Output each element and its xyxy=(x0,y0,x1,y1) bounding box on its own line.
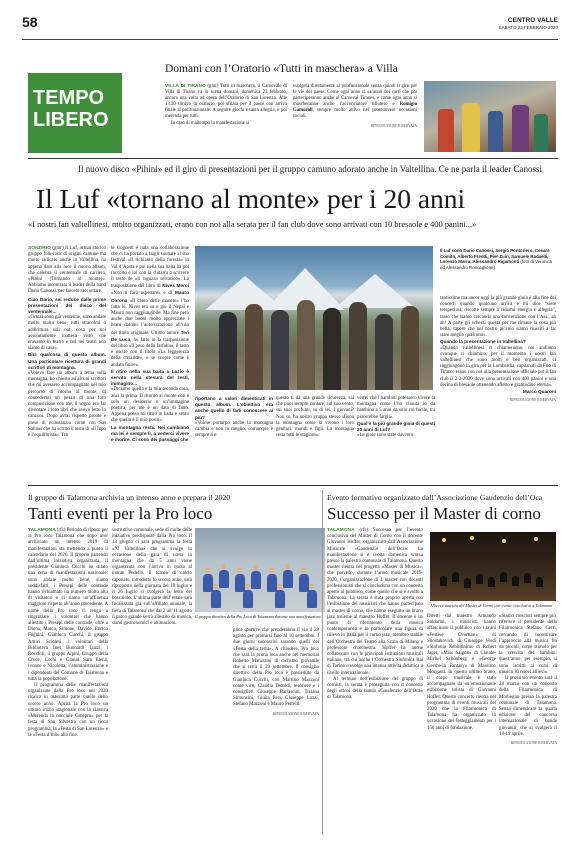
corno-col-2: Diretti dal maestro Armando Saldarini, i musicisti hanno affascinato il pubblico con i brani «Festive Overture» di Shostakovich, di Giuseppe Verdi «Sinfonia Nebbitinimo di Robert Jager, «Miss Saigon» di Claude-Michel Schönberg e «George Gershwin Fantasy» di Massimo Morganti. In questo ultimo brano, il corpo musicale è stato accompagnato da un’emozionante esibizione solista di Giovanni Hoffer. Questo concerto rientra nel programma di eventi musicali del 2020 che la Filarmonica di Talamona ha organizzato in occasione dei festeggiamenti per i 150 anni di fondazione. xyxy=(427,614,496,731)
page-number: 58 xyxy=(22,14,38,30)
section-divider xyxy=(28,158,558,159)
interview-question: Dici qualcosa di questo album. Una particolare ricettura di grandi scrittori di montagna. xyxy=(28,352,106,370)
rubric-line-1: TEMPO xyxy=(33,87,105,109)
article-location: TALAMONA xyxy=(28,528,56,533)
luf-kicker: Il nuovo disco «Pihini» ed il giro di presentazioni per il gruppo camuno adorato anche in Valtellina. Ce ne parla il leader Canossi xyxy=(78,164,542,174)
rubric-line-2: LIBERO xyxy=(33,109,109,131)
luf-subhead: «I nostri fan valtellinesi, molto organizzati, erano con noi alla serata per il fan club dove sono arrivati con 10 bresaole e 400 panini...» xyxy=(28,220,477,229)
interview-question: Il ritiro nella sua baita a Lozio è servito nella stesura del testi, immagino... xyxy=(111,368,189,387)
column-divider xyxy=(322,490,323,835)
byline: RIPRODUZIONE RISERVATA xyxy=(510,741,557,746)
byline: RIPRODUZIONE RISERVATA xyxy=(272,711,319,716)
luf-col-5: verrei che i bambini potessero vivere la montagna come l’ho vissuta io da bambino a 5 anni da solo col fucile, mi piacerebbe fargli». Qual’è la più grande gioia di questi 20 anni di Luf? «Le gioie sono state davvero xyxy=(357,396,435,439)
luf-col-6: tantissime ma ancor oggi la più grande gioia è alla fine dei concerti quando qualcuno arriva e mi dice “siete tesspeciusi, riscotte sempre a ridarmi energia e allegria”, tanto che siamo cercando una convenzione con l’Ass., ah ah! A parte gli scherzi questa per me rimane la cosa più bella, sapere che nel nostro piccolo siamo riusciti a far stare meglio qualcuno». Quando la presentazione in Valtellina? «Quando valtellinesi ci chiameranno, noi andiamo ovunque ci chiamino, per il momento i nostri fan valtellinesi che sono molti e ben organizzati, ci raggiungono in giro per la Lombardia, capitanati da Filo di Tirano: erano con noi alla presentazione ufficiale per il fan club il 2-2-2020 dove sono arrivati con 400 panini e una decina di bresaole ottenendo affetto e gratitudine eterna». Marco Quaroni RIPRODUZIONE RISERVATA xyxy=(440,296,556,403)
luf-col-1: SONDRIO (gmr) Il Luf, ormai storico gruppo folk-rock di origini camune ma molto radicato anche in Valtellina, ha appena dato alla luce il nuovo album, che celebra il ventennale di carriera, «Pihini (Tornando al monte)». Abbiamo incontrato il leader della band Dario Canossi, per farcelo raccontare. Ciao Dario, sei reduce dalle prime presentazioni del disco del ventennale... «Ormai sono già ventenne, sono andate molto molto bene, tutti stracolmi o addirittura soli out, cosa per noi assolutamente inattesa visto che eravamo in teatro e noi nei teatri non siamo di casa». Dici qualcosa di questo album. Una particolare ricettura di grandi scrittori di montagna. «Volevo fare un album a tema sulla montagna, ho chiesto ad alcuni scrittori che mi avessero accompagnato nel mio percorso di ritorno al monte, di concedermi un pezzo di una loro composizione con me, il sogno era far diventare i loro libri che avevo letto in canzoni. Dopo avrai rispetto pronte e prese di ecinstanzio come con Sas Salinas che ha scritto il testo di «Il lupo e l’equilibrista». Tra xyxy=(28,246,106,439)
proloco-col-1: TALAMONA (rfs) Periodo di riposo per la Pro loco Talamona che dopo aver archiviato un intenso 2019 di manifestazioni sta mettendo a punto il calendario del 2020. Il proprio partendo dall’ultima iniziativa organizzata, il presidente Gianluca Cucchi ha stilato una cena di manifestazioni nazionale: sono andate molto bene, siamo soddisfatti, i Presepi delle contrade hanno richiamato un numero molto alto di visitatori e ci siamo un’affluenza maggiore rispetto all’anno precedente. A nome della Pro loco ci tengo a ringraziare i volontari che hanno allestito i Presepi delle contrade, oltre a Diona, Marco, Simone, Davide, Enrico Fognini, Gianluca Cucchi, il gruppo Amici Sciolesi, i volontari della Biblioteca Ines Buonardi Luzzi, i Roccioli, il gruppo Alpini, Gruppo della Croce, Cochi e Gianni Sara Elena, Ivonne e Nicoletta, l’amministrazione e i dipendenti del Comune di Talamona e tutta la popolazione. Il programma delle manifestazioni organizzate dalla Pro loco nel 2020 ricalca in massima parte quello dello scorso anno. Aprirà la Pro loco un ottimo inizio stagionale con la classica «Merenda in nocciole Ginepro» per la festa di San Silvestro con un ricco programma, la «Festa di San Lorenzo» e la «Festa d’lhù» alla fine. xyxy=(28,528,108,738)
corno-photo-caption: Allievi e maestro del Master di Corno con evento conclusivo a Talamona xyxy=(430,603,553,608)
proloco-group-photo xyxy=(195,528,325,612)
article-location: SONDRIO xyxy=(28,246,51,251)
proloco-kicker: Il gruppo di Talamona archivia un intenso anno e prepara il 2020 xyxy=(28,493,231,502)
luf-col-2: le Cognetti è nata una collaborazione che ci ha portato a fargli suonare al suo festival «Il richiamo della foresta» in Val d’Aosta e poi nella sua baita ha poi raccolto e loi con la chitarra a scrivere il testo de «Il ragazzo selvatico». La trasposizione del libro di Nives Meroi «Non ti farò aspettare» e di Mauro Corona «Il canto delle manere» l’ho fatta io, Nives era su e giù il Nepal e Mauro non raggiungibile. Ma fine però anche due buoni molto apprezzate i brani daldini l’autorizzazione all’uso del titolo originale. Ultimo autore Teri De Luca, ho fatto io la trasposizione del libro «Il peso della farfalla», il tasto è uscito con il titolo «La leggerezza della crisalide», e se scopre come è andata finire». Il ritiro nella sua baita a Lozio è servito nella stesura del testi, immagino... «Diciamo quella è la mia seconda casa, anzi la prima. Il ritorno al monte non è solo un desiderio o un’immagine poetica, per me è un dato di fatto. Appena posso mi ritiro in baita e sento che quello è il mio posto». La montagna resta. Nei cambiano ma lei è sempre lì, a vederci vivere e morire. Ci sono dei passaggi che xyxy=(111,246,190,443)
proloco-title: Tanti eventi per la Pro loco xyxy=(28,504,213,523)
proloco-photo-caption: Il gruppo direttivo della Pro Loco di Talamona durante una manifestazione xyxy=(195,614,322,619)
luf-col-4: questo ti dà una grande sicurezza, sai che puoi sempre contare, sul suo vento, sui suoi profumi, su di lei. I giovani? Non so, ho nostro gruppo stesso sfiona la montagna come la vivono i loro genitori, mondi e figli. La montagna resta tutti le stagioni». xyxy=(276,396,354,439)
orchestra-photo xyxy=(430,532,556,601)
section-rubric xyxy=(28,73,122,153)
corno-kicker: Evento formativo organizzato dall’Associazione Gaudenzio dell’Oca xyxy=(327,493,543,502)
byline: RIPRODUZIONE RISERVATA xyxy=(370,123,417,128)
carnival-article-col-1: VILLA DI TIRANO (gmr) Tutti in maschera, il Carnevale di Villa di Tirano va in scena domani, domenica 23 febbraio, ancora una volta ad opera dell’Oratorio di San Lorenzo. Alle 13.30 ritrovo in oratorio, poi sfilata per il paese con arrivo finale al polifunzionale. A seguire giochi e tanta allegria, e poi merenda per tutti. In caso di maltempo la manifestazione si xyxy=(165,84,287,126)
page-header xyxy=(22,16,558,40)
article-location: TALAMONA xyxy=(327,528,355,533)
issue-date: SABATO 22 FEBBRAIO 2020 xyxy=(498,25,558,30)
carnival-photo xyxy=(424,81,556,152)
paper-name: CENTRO VALLE xyxy=(507,17,558,24)
band-photo xyxy=(195,246,433,390)
proloco-col-3: plice sportive che prenderanno il via il 28 agosto per protrarsi fino al 10 settembre. I due giorni successivi saranno quelli dei «Festa della terra». A chiudere, Pro loco che sarà la prima loca anche nel memorial Roberto Marazzini di ciclismo giovanile che si terrà il 20 settembre. Il consiglio direttivo della Pro loco è presieduto da Gianluca Cucchi, con Martino Mazzoni come vice, Claudia Tedoldi, tesoriere e i consiglieri Giuseppe Barlascini, Tiziana Simoncini, Giulia Peri, Giuseppe Luzzi, Stefano Mazzoni e Mauro Petrelli. RIPRODUZIONE RISERVATA xyxy=(233,628,319,716)
band-caption-box: Il Luf sono Dario Canossi, Sergio Pontoriero, Cesare Comito, Alberto Freddi, Pier Zuin, Samuele Radaelli, Lorenzo Marra, Alessandro Rigamonti (foto di Veronica ed Alessandro Roncaglione) xyxy=(440,248,553,270)
interview-question: riportano a valori dimenticati in questo album. L’obiettivo era anche quello di farli conoscere ai più? xyxy=(195,396,273,420)
article-text: In caso di maltempo la manifestazione si xyxy=(171,120,250,126)
author-signature: Marco Quaroni xyxy=(522,389,556,395)
luf-title: Il Luf «tornano al monte» per i 20 anni xyxy=(36,183,466,214)
corno-col-3: «Siamo cresciuti sempre più, riferisce il presidente della Filarmonica Stefano Gerri, cercando di incentivare l’approccio alla musica fin da piccoli, come stimolo per la crescita dei bambini: quest’anno, per esempio, si sono iscritti ai corsi di musica 30 nuovi allievi». Il prossimo evento sarà il 28 marzo con un concerto della Filarmonica di Morbegno presso la palestra comunale di Talamona. Senza dimenticare la quarta edizione del concorso internazionale di bande giovanili, che si svolgerà il 18-19 aprile. RIPRODUZIONE RISERVATA xyxy=(499,614,557,746)
carnival-article-col-2: svolgerà direttamente al polifunzionale senza quindi il giro per le vie del paese. Come ogni anno ci saranno dei carri che poi parteciperanno anche al Carneval Tiranes, e come ogni anno si mascheranno anche l’acconciatore rifiuteso e Romigio Gamoroli, sempre molto attivo nel promuovere occasioni sociali. RIPRODUZIONE RISERVATA xyxy=(293,84,417,128)
section-divider xyxy=(28,485,558,486)
corno-title: Successo per il Master di corno xyxy=(327,504,541,523)
band-members: Il Luf sono Dario Canossi, Sergio Pontoriero, Cesare Comito, Alberto Freddi, Pier Zuin, Samuele Radaelli, Lorenzo Marra, Alessandro Rigamonti xyxy=(440,248,550,265)
corno-col-1: TALAMONA (rfs) Successo per l’evento conclusivo del Master di Corno con il docente Giovanni Hoffer, organizzato dall’Associazione Musicale «Gaudenzio dell’Oca». La manifestazione si è svolta domenica scorsa presso la palestra comunale di Talamona. Questo master rientra nel progetto «Master di Musica», che prevede, durante l’anno musicale 2019-2020, l’organizzazione di 4 master con docenti professionisti che si concludono con un concerto aperto al pubblico, come quello che si è svolto a Talamona. La serata è stata proprio aperta con l’esibizione dei musicisti che hanno partecipato al master di corno, che hanno eseguito un brano jazz insieme al maestro Hoffer. Il docente è un punto di riferimento della musica contemporanea e in particolare una figura di rilievo in Italia per il corno jazz, membro stabile dell’Orchestra del Teatro alla Scala di Milano e professore d’orchestra. Hoffer ha anche collaborato con le principali istituzioni musicali italiane, tra cui anche l’Orchestra Sinfonica Rai di Torino e svolge una intensa attività didattica a livello internazionale. Al termine dell’esibizione del gruppo di cornisti, la serata è proseguita con il concerto degli ottoni della banda «Gaudenzio dell’Oca» di Talamona. xyxy=(327,528,423,701)
person-name: Romigio Gamoroli xyxy=(293,102,417,114)
luf-col-3: riportano a valori dimenticati in questo album. L’obiettivo era anche quello di farli conoscere ai più? «Volme portarpo anche la montagna cambia e non in meglio, comunque è sempre lì e xyxy=(195,396,273,439)
interview-question: Ciao Dario, sei reduce dalle prime presentazioni del disco del ventennale... xyxy=(28,296,106,315)
article-location: VILLA DI TIRANO xyxy=(165,84,206,89)
article-text: Tutti in maschera, il Carnevale di Villa di Tirano va in scena domani, domenica 23 febbraio, ancora una volta ad opera dell’Oratorio di San Lorenzo. Alle 13.30 ritrovo in oratorio, poi sfilata per il paese con arrivo finale al polifunzionale. A seguire giochi e tanta allegria, e poi merenda per tutti. xyxy=(165,84,287,120)
interview-question: Qual’è la più grande gioia di questi 20 anni di Luf? xyxy=(357,420,435,433)
proloco-col-2: sostruttive comunale, sede di molte delle iniziative predisposte dalla Pro loco. Il 13 giugno ci sarà programma la festa «Xl Valtellina» che si svolge in occasione della gara di corsa in montagna che da 5 anni viene organizzata con l’arrivo in quota al monte Pedello. Il tornеo di calcio saponato, introdotto lo scorso anno, sarà riproposto nella giornata del 18 luglio e il 26 luglio si svolgerà la festa del boscaiolo. L’ultima parte dell’estate sarà focalizzata già sull’affiliato annuale, la fiera di Talamona che dal 2 all’11 agosto il parco grande verrà allestito da musica, stand gastronomici e animazioni. xyxy=(112,528,192,627)
interview-question: Quando la presentazione in Valtellina? xyxy=(440,339,526,345)
interview-question: La montagna resta. Nei cambiano ma lei è sempre lì, a vederci vivere e morire. Ci sono dei passaggi che xyxy=(111,424,189,443)
masthead xyxy=(499,17,558,30)
carnival-article-title: Domani con l’Oratorio «Tutti in maschera» a Villa xyxy=(165,63,398,75)
byline: RIPRODUZIONE RISERVATA xyxy=(509,398,556,403)
